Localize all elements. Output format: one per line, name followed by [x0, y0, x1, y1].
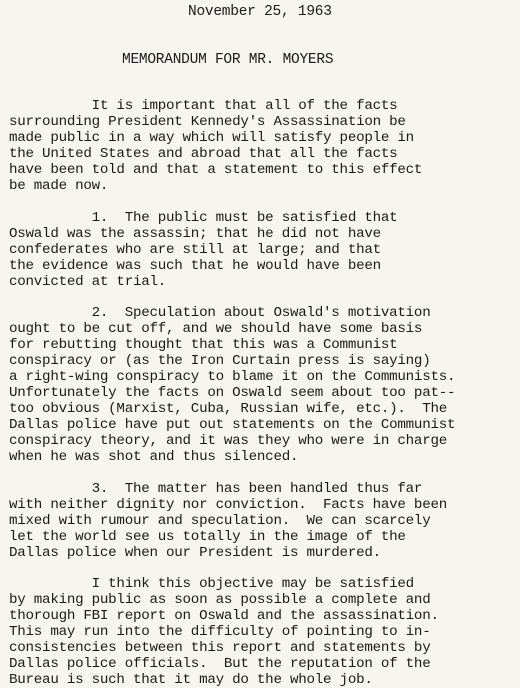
- memo-title: MEMORANDUM FOR MR. MOYERS: [122, 52, 334, 68]
- text-line: the evidence was such that he would have been: [9, 258, 381, 274]
- memo-date: November 25, 1963: [188, 4, 332, 20]
- text-line: a right-wing conspiracy to blame it on the Communists.: [9, 369, 456, 385]
- text-line: consistencies between this report and statements by: [9, 640, 431, 656]
- text-line: conspiracy or (as the Iron Curtain press is saying): [9, 353, 431, 369]
- conclusion-paragraph: [9, 576, 516, 688]
- text-line: have been told and that a statement to this effect: [9, 162, 423, 178]
- text-line: 1. The public must be satisfied that: [9, 210, 398, 226]
- text-line: Dallas police have put out statements on the Communist: [9, 417, 456, 433]
- point-2-paragraph: [9, 305, 516, 465]
- text-line: 3. The matter has been handled thus far: [9, 481, 423, 497]
- text-line: Dallas police officials. But the reputation of the: [9, 656, 431, 672]
- text-line: 2. Speculation about Oswald's motivation: [9, 305, 431, 321]
- text-line: This may run into the difficulty of pointing to in-: [9, 624, 431, 640]
- text-line: It is important that all of the facts: [9, 98, 398, 114]
- point-1-paragraph: [9, 210, 516, 290]
- text-line: by making public as soon as possible a complete and: [9, 592, 431, 608]
- text-line: convicted at trial.: [9, 274, 167, 290]
- text-line: the United States and abroad that all the facts: [9, 146, 398, 162]
- text-line: made public in a way which will satisfy people in: [9, 130, 414, 146]
- text-line: I think this objective may be satisfied: [9, 576, 414, 592]
- text-line: be made now.: [9, 178, 109, 194]
- text-line: surrounding President Kennedy's Assassination be: [9, 114, 406, 130]
- text-line: mixed with rumour and speculation. We can scarcely: [9, 513, 431, 529]
- text-line: Unfortunately the facts on Oswald seem about too pat--: [9, 385, 456, 401]
- text-line: with neither dignity nor conviction. Facts have been: [9, 497, 447, 513]
- text-line: when he was shot and thus silenced.: [9, 449, 299, 465]
- text-line: Oswald was the assassin; that he did not have: [9, 226, 381, 242]
- text-line: conspiracy theory, and it was they who were in charge: [9, 433, 447, 449]
- text-line: thorough FBI report on Oswald and the assassination.: [9, 608, 439, 624]
- text-line: let the world see us totally in the image of the: [9, 529, 406, 545]
- text-line: too obvious (Marxist, Cuba, Russian wife, etc.). The: [9, 401, 447, 417]
- text-line: for rebutting thought that this was a Communist: [9, 337, 398, 353]
- text-line: Bureau is such that it may do the whole job.: [9, 672, 373, 688]
- text-line: confederates who are still at large; and that: [9, 242, 381, 258]
- text-line: Dallas police when our President is murdered.: [9, 545, 381, 561]
- intro-paragraph: [9, 98, 516, 194]
- point-3-paragraph: [9, 481, 516, 561]
- text-line: ought to be cut off, and we should have some basis: [9, 321, 423, 337]
